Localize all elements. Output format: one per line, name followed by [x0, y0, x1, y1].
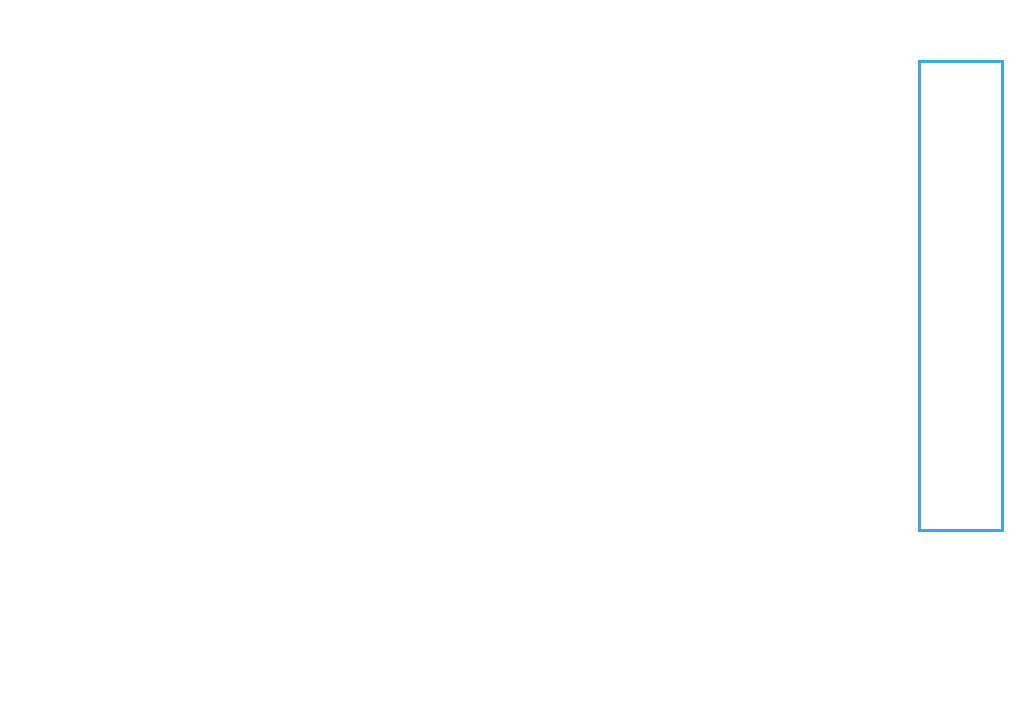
grade-legend	[918, 60, 1004, 532]
